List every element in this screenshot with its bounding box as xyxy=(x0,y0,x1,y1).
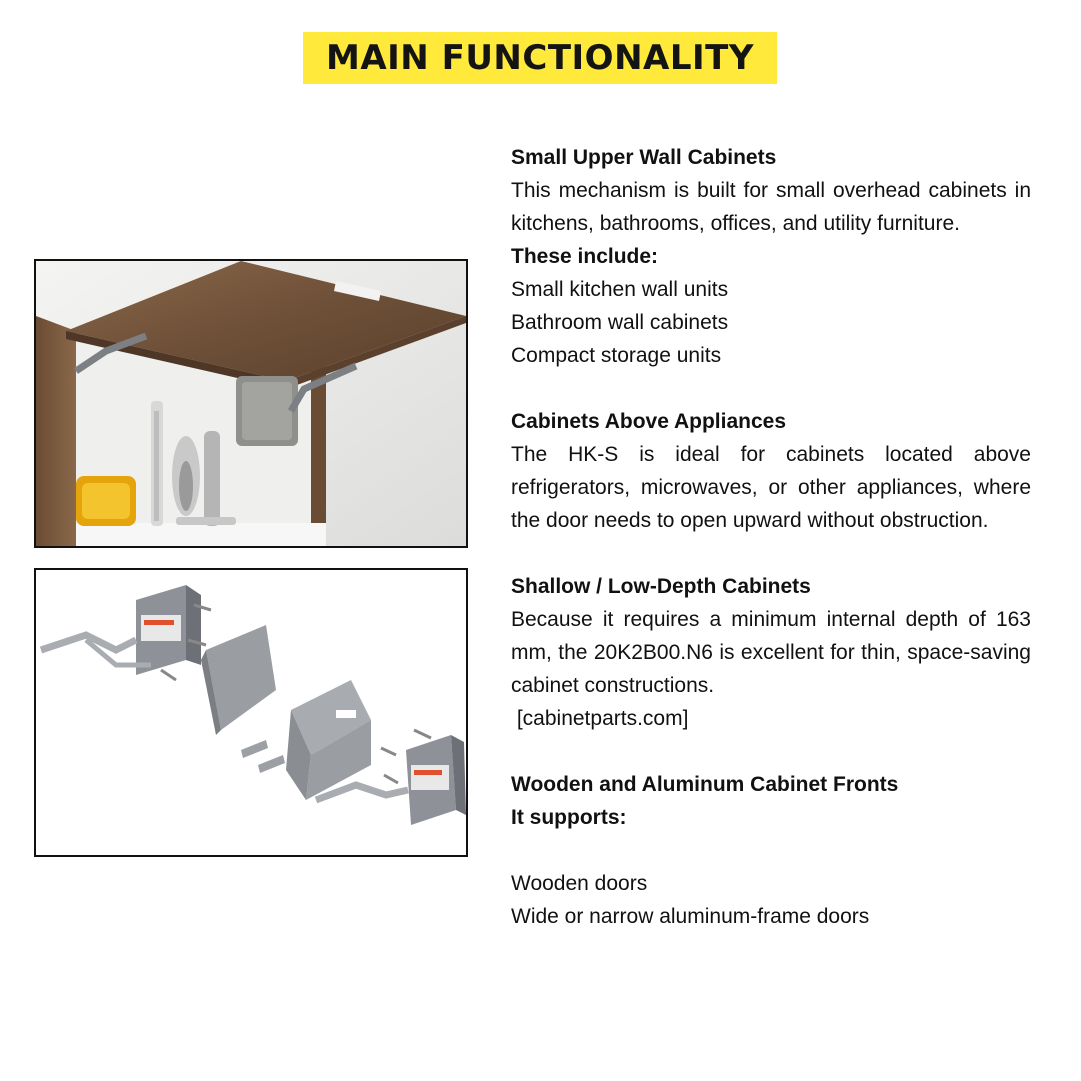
page-title: MAIN FUNCTIONALITY xyxy=(326,38,754,78)
section-heading-shallow-cabinets: Shallow / Low-Depth Cabinets xyxy=(511,575,811,598)
section-body-small-upper-wall-cabinets: This mechanism is built for small overhead cabinets in kitchens, bathrooms, offices, and utility furniture. xyxy=(511,179,1031,235)
section-subheading-these-include: These include: xyxy=(511,245,659,268)
content-column xyxy=(511,141,1031,933)
title-banner xyxy=(303,32,777,84)
cabinet-photo-illustration xyxy=(36,261,466,546)
list-item: Wide or narrow aluminum-frame doors xyxy=(511,905,870,928)
section-body-shallow-cabinets: Because it requires a minimum internal depth of 163 mm, the 20K2B00.N6 is excellent for thin, space-saving cabinet constructions. xyxy=(511,608,1031,697)
list-item: Wooden doors xyxy=(511,872,648,895)
list-item: Compact storage units xyxy=(511,344,722,367)
section-heading-wooden-aluminum-fronts: Wooden and Aluminum Cabinet Fronts xyxy=(511,773,899,796)
source-citation: [cabinetparts.com] xyxy=(511,707,689,730)
section-heading-small-upper-wall-cabinets: Small Upper Wall Cabinets xyxy=(511,146,777,169)
cabinet-photo xyxy=(34,259,468,548)
list-item: Bathroom wall cabinets xyxy=(511,311,729,334)
section-body-cabinets-above-appliances: The HK-S is ideal for cabinets located above refrigerators, microwaves, or other appliances, where the door needs to open upward without obstruction. xyxy=(511,443,1031,532)
mechanism-parts-illustration xyxy=(36,570,466,855)
section-subheading-it-supports: It supports: xyxy=(511,806,627,829)
mechanism-parts-photo xyxy=(34,568,468,857)
section-heading-cabinets-above-appliances: Cabinets Above Appliances xyxy=(511,410,787,433)
list-item: Small kitchen wall units xyxy=(511,278,729,301)
